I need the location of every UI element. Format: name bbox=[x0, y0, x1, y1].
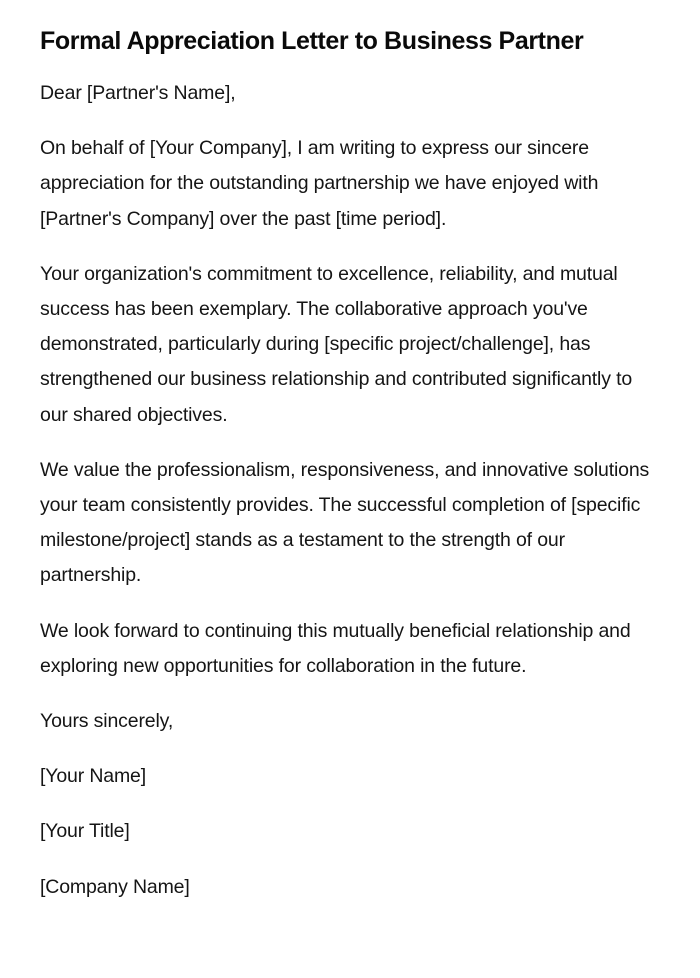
letter-title: Formal Appreciation Letter to Business Partner bbox=[40, 27, 584, 55]
letter-paragraph-value: We value the professionalism, responsiveness, and innovative solutions your team consistently provides. The successful completion of [specific milestone/project] stands as a testament to the strength of our partnership. bbox=[40, 458, 650, 587]
letter-paragraph-commitment: Your organization's commitment to excellence, reliability, and mutual success has been exemplary. The collaborative approach you've demonstrated, particularly during [specific project/challenge], has strengthened our business relationship and contributed significantly to our shared objectives. bbox=[40, 262, 633, 426]
signature-title: [Your Title] bbox=[40, 820, 130, 843]
letter-paragraph-intro: On behalf of [Your Company], I am writing to express our sincere appreciation for the outstanding partnership we have enjoyed with [Partner's Company] over the past [time period]. bbox=[40, 137, 599, 230]
letter-closing: Yours sincerely, bbox=[40, 710, 174, 733]
signature-name: [Your Name] bbox=[40, 765, 147, 788]
signature-company: [Company Name] bbox=[40, 875, 190, 898]
letter-greeting: Dear [Partner's Name], bbox=[40, 82, 236, 104]
letter-paragraph-future: We look forward to continuing this mutually beneficial relationship and exploring new opportunities for collaboration in the future. bbox=[40, 619, 631, 677]
